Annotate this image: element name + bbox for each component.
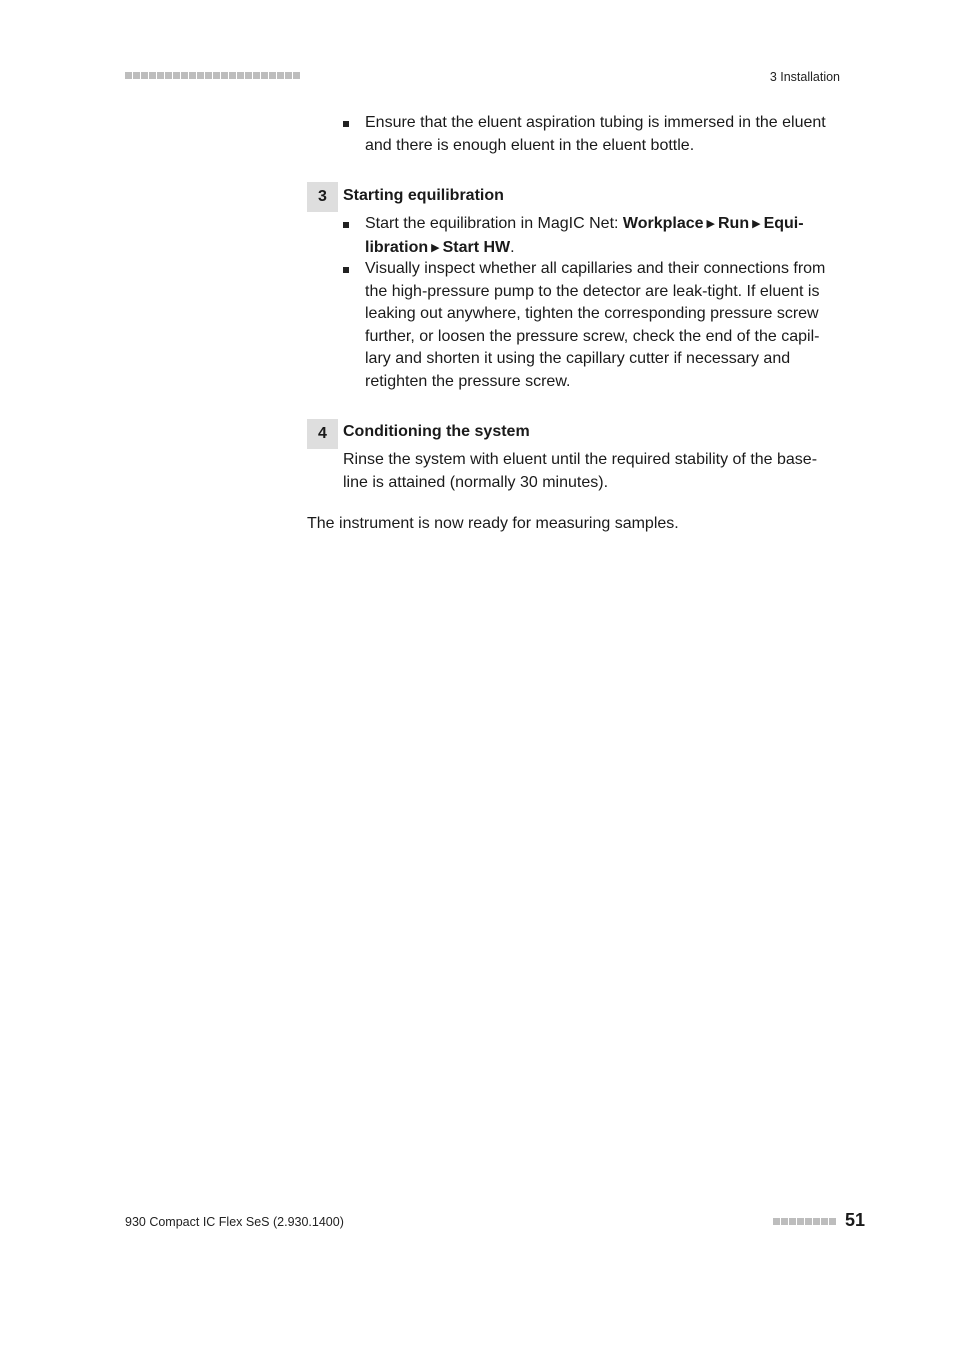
bullet-text: Start the equilibration in MagIC Net:: [365, 215, 623, 232]
decor-square: [157, 72, 164, 79]
decor-square: [253, 72, 260, 79]
decor-square: [197, 72, 204, 79]
menu-path-equilibration: Equi-libration: [365, 215, 804, 256]
bullet-icon: [343, 121, 349, 127]
decor-square: [237, 72, 244, 79]
decor-square: [277, 72, 284, 79]
decor-square: [205, 72, 212, 79]
page-number: 51: [845, 1210, 866, 1230]
list-item: [342, 258, 834, 394]
menu-arrow-icon: ▶: [431, 241, 440, 254]
header-section-title: 3 Installation: [769, 70, 840, 84]
menu-path-workplace: Workplace: [622, 215, 704, 232]
decor-square: [181, 72, 188, 79]
menu-path-run: Run: [718, 215, 750, 232]
decor-square: [229, 72, 236, 79]
decor-square: [805, 1218, 812, 1225]
decor-square: [789, 1218, 796, 1225]
decor-square: [165, 72, 172, 79]
decor-square: [173, 72, 180, 79]
decor-square: [261, 72, 268, 79]
decor-square: [245, 72, 252, 79]
decor-square: [269, 72, 276, 79]
decor-square: [781, 1218, 788, 1225]
decor-square: [285, 72, 292, 79]
decor-square: [797, 1218, 804, 1225]
decor-square: [773, 1218, 780, 1225]
header-decoration: [125, 72, 300, 79]
decor-square: [813, 1218, 820, 1225]
menu-arrow-icon: ▶: [752, 218, 761, 230]
decor-square: [293, 72, 300, 79]
step-number-badge: 4: [307, 419, 338, 449]
intro-bullet-text: Ensure that the eluent aspiration tubing is immersed in the eluent and there is enough eluent in the eluent bottle.: [365, 114, 826, 154]
decor-square: [221, 72, 228, 79]
step-title: Starting equilibration: [343, 187, 504, 204]
menu-path-start-hw: Start HW: [442, 238, 511, 256]
list-item: [342, 213, 834, 260]
step-number-badge: 3: [307, 182, 338, 212]
bullet-text: Visually inspect whether all capillaries and their connections from the high-pressure pump to the detector are leak-tight. If eluent is leaking out anywhere, tighten the corresponding pressure screw further, or loosen the pressure screw, check the end of the capil-lary and shorten it using the capillary cutter if necessary and retighten the pressure screw.: [365, 260, 826, 390]
closing-text: The instrument is now ready for measuring samples.: [307, 515, 679, 532]
decor-square: [821, 1218, 828, 1225]
list-item: [342, 112, 834, 157]
decor-square: [829, 1218, 836, 1225]
bullet-icon: [343, 267, 349, 273]
decor-square: [189, 72, 196, 79]
step-title: Conditioning the system: [343, 423, 530, 440]
decor-square: [133, 72, 140, 79]
decor-square: [141, 72, 148, 79]
footer-decoration: [773, 1218, 836, 1225]
decor-square: [125, 72, 132, 79]
decor-square: [213, 72, 220, 79]
step-body: Rinse the system with eluent until the required stability of the base-line is attained (normally 30 minutes).: [343, 451, 818, 491]
bullet-icon: [343, 222, 349, 228]
punctuation: .: [510, 238, 515, 256]
menu-arrow-icon: ▶: [706, 218, 715, 230]
footer-product: 930 Compact IC Flex SeS (2.930.1400): [125, 1215, 344, 1229]
decor-square: [149, 72, 156, 79]
